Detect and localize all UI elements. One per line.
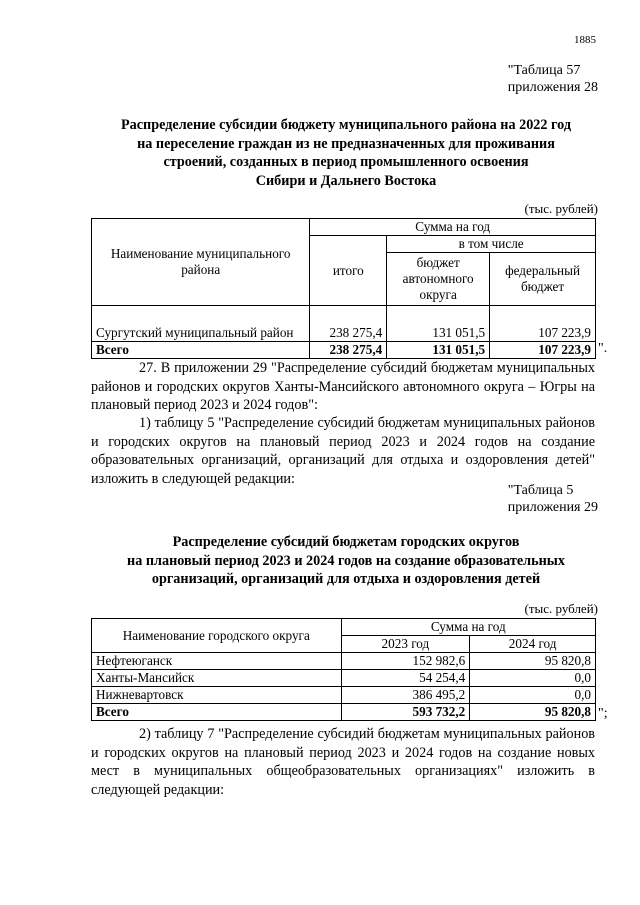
table-row [92, 670, 596, 687]
table57-closing-quote: ". [598, 341, 608, 356]
table57-ref-line1: "Таблица 57 [507, 63, 581, 78]
header-2023: 2023 год [341, 636, 470, 653]
table5-title-line: организаций, организаций для отдыха и оздоровления детей [151, 571, 541, 587]
table-row [92, 306, 596, 342]
cell-name: Ханты-Мансийск [92, 670, 342, 687]
table57-title [88, 116, 604, 190]
table5-ref-line1: "Таблица 5 [507, 483, 574, 498]
total-row [92, 342, 596, 359]
table5-reference [508, 482, 598, 516]
table57 [91, 218, 596, 359]
cell-total: 238 275,4 [310, 306, 387, 342]
cell-federal: 107 223,9 [490, 342, 596, 359]
cell-okrug: 131 051,5 [387, 342, 490, 359]
paragraph-item-2: 2) таблицу 7 "Распределение субсидий бюджетам муниципальных районов и городских округов на плановый период 2023 и 2024 годов на создание новых мест в муниципальных общеобразовательных организациях" изложить в следующей редакции: [91, 726, 595, 798]
cell-name: Всего [92, 704, 342, 721]
header-sum-per-year: Сумма на год [310, 219, 596, 236]
table57-title-line: на переселение граждан из не предназначенных для проживания [137, 135, 555, 152]
table5-title [88, 533, 604, 589]
cell-2024: 0,0 [470, 687, 596, 704]
table-row [92, 653, 596, 670]
header-okrug-budget: бюджет автономного округа [387, 253, 490, 306]
page-number: 1885 [574, 34, 596, 46]
cell-name: Сургутский муниципальный район [92, 306, 310, 342]
total-row [92, 704, 596, 721]
cell-2023: 152 982,6 [341, 653, 470, 670]
cell-2024: 95 820,8 [470, 653, 596, 670]
paragraph-item-1: 1) таблицу 5 "Распределение субсидий бюджетам муниципальных районов и городских округов на плановый период 2023 и 2024 годов на создание образовательных организаций, организаций для отдыха и оздоровления детей" изложить в следующей редакции: [91, 415, 595, 487]
table57-title-line: Сибири и Дальнего Востока [255, 172, 437, 189]
table57-unit: (тыс. рублей) [524, 201, 598, 216]
table57-title-line: строений, созданных в период промышленного освоения [163, 154, 529, 170]
cell-2023: 593 732,2 [341, 704, 470, 721]
cell-2023: 54 254,4 [341, 670, 470, 687]
header-sum-per-year: Сумма на год [341, 619, 595, 636]
table-row [92, 687, 596, 704]
cell-2024: 0,0 [470, 670, 596, 687]
header-federal-budget: федеральный бюджет [490, 253, 596, 306]
cell-2024: 95 820,8 [470, 704, 596, 721]
table5-title-line: на плановый период 2023 и 2024 годов на создание образовательных [127, 552, 565, 569]
table5-title-line: Распределение субсидий бюджетам городских округов [172, 534, 520, 550]
header-including: в том числе [387, 236, 596, 253]
cell-federal: 107 223,9 [490, 306, 596, 342]
table5 [91, 618, 596, 721]
cell-2023: 386 495,2 [341, 687, 470, 704]
table5-closing-quote: "; [598, 706, 608, 721]
cell-total: 238 275,4 [310, 342, 387, 359]
table57-ref-line2: приложения 28 [507, 80, 598, 95]
cell-okrug: 131 051,5 [387, 306, 490, 342]
paragraph-27: 27. В приложении 29 "Распределение субсидий бюджетам муниципальных районов и городских округов Ханты-Мансийского автономного округа – Югры на плановый период 2023 и 2024 годов": [91, 360, 595, 413]
cell-name: Нижневартовск [92, 687, 342, 704]
table5-unit: (тыс. рублей) [524, 601, 598, 616]
header-total: итого [310, 236, 387, 306]
header-city-district: Наименование городского округа [92, 619, 342, 653]
header-2024: 2024 год [470, 636, 596, 653]
header-municipal-district: Наименование муниципального района [92, 219, 310, 306]
cell-name: Нефтеюганск [92, 653, 342, 670]
table57-title-line: Распределение субсидии бюджету муниципального района на 2022 год [121, 117, 571, 133]
cell-name: Всего [92, 342, 310, 359]
table5-ref-line2: приложения 29 [507, 500, 598, 515]
table57-reference [508, 62, 598, 96]
